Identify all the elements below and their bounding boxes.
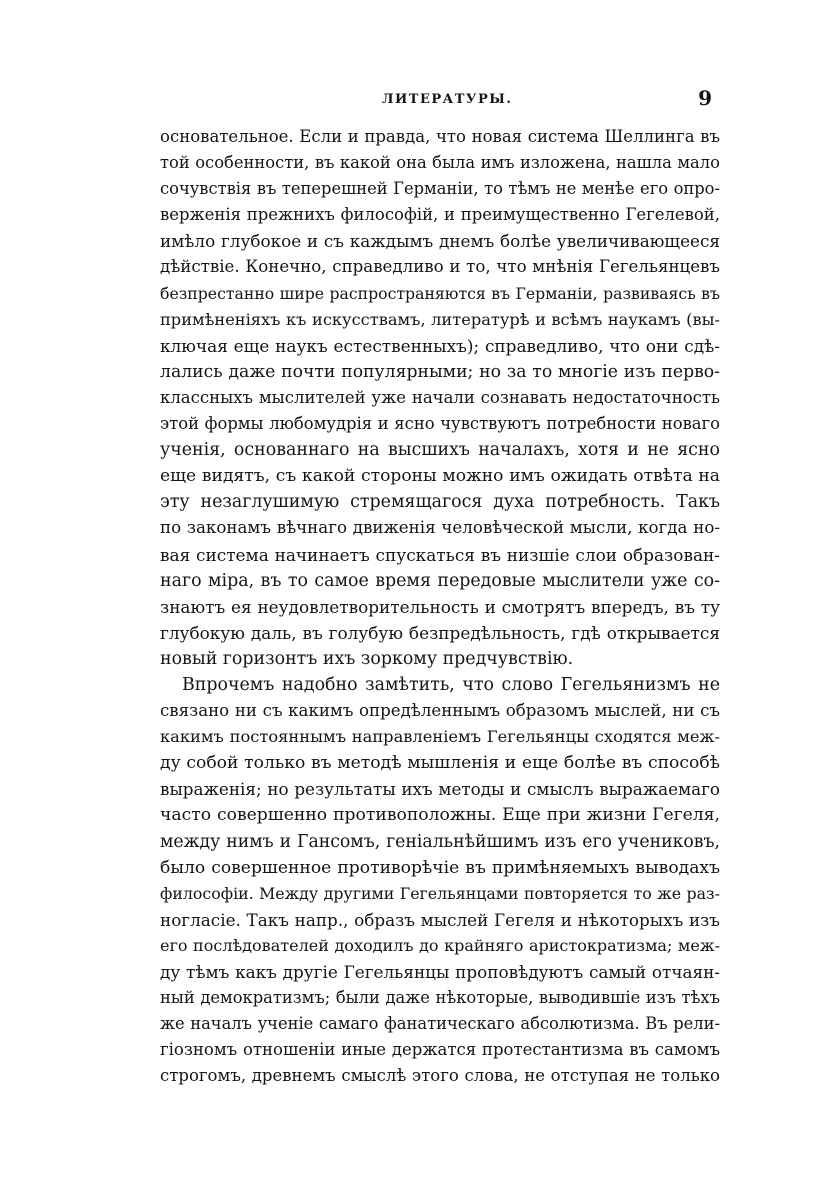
- text-line: этой формы любомудрія и ясно чувствуютъ потребности новаго: [160, 414, 720, 434]
- text-line: классныхъ мыслителей уже начали сознавать недостаточность: [160, 387, 720, 407]
- text-line: новый горизонтъ ихъ зоркому предчувствію.: [160, 648, 574, 669]
- text-line: примѣненіяхъ къ искусствамъ, литературѣ и всѣмъ наукамъ (вы-: [160, 309, 720, 329]
- text-line: эту незаглушимую стремящагося духа потребность. Такъ: [160, 492, 720, 513]
- text-line: еще видятъ, съ какой стороны можно имъ ожидать отвѣта на: [160, 466, 720, 487]
- text-line: ногласіе. Такъ напр., образъ мыслей Гегеля и нѣкоторыхъ изъ: [160, 909, 720, 930]
- text-line: имѣло глубокое и съ каждымъ днемъ болѣе увеличивающееся: [160, 231, 720, 252]
- text-line: ду тѣмъ какъ другіе Гегельянцы проповѣдуютъ самый отчаян-: [160, 962, 720, 982]
- text-line: связано ни съ какимъ опредѣленнымъ образомъ мыслей, ни съ: [160, 701, 720, 721]
- text-line: сочувствія въ теперешней Германіи, то тѣмъ не менѣе его опро-: [160, 179, 720, 199]
- text-line: знаютъ ея неудовлетворительность и смотрятъ впередъ, въ ту: [160, 596, 720, 617]
- running-head: ЛИТЕРАТУРЫ.: [382, 92, 513, 107]
- text-line: Впрочемъ надобно замѣтить, что слово Гегельянизмъ не: [182, 674, 720, 695]
- text-line: выраженія; но результаты ихъ методы и смыслъ выражаемаго: [160, 779, 720, 800]
- text-line: безпрестанно шире распространяются въ Германіи, развиваясь въ: [160, 283, 720, 303]
- text-line: основательное. Если и правда, что новая система Шеллинга въ: [160, 127, 720, 146]
- text-line: лались даже почти популярными; но за то многіе изъ перво-: [160, 361, 720, 382]
- paragraph-1: [160, 124, 720, 672]
- text-line: же началъ ученіе самаго фанатическаго абсолютизма. Въ рели-: [160, 1014, 720, 1034]
- text-line: ключая еще наукъ естественныхъ); справедливо, что они сдѣ-: [160, 335, 720, 356]
- text-line: дѣйствіе. Конечно, справедливо и то, что мнѣнія Гегельянцевъ: [160, 257, 720, 277]
- text-line: ный демократизмъ; были даже нѣкоторые, выводившіе изъ тѣхъ: [160, 988, 720, 1008]
- text-line: ученія, основаннаго на высшихъ началахъ, хотя и не ясно: [160, 440, 720, 461]
- text-line: между нимъ и Гансомъ, геніальнѣйшимъ изъ его учениковъ,: [160, 831, 720, 852]
- text-line: наго міра, въ то самое время передовые мыслители уже со-: [160, 570, 720, 591]
- text-line: какимъ постояннымъ направленіемъ Гегельянцы сходятся меж-: [160, 727, 720, 747]
- text-line: философіи. Между другими Гегельянцами повторяется то же раз-: [160, 883, 720, 903]
- text-line: той особенности, въ какой она была имъ изложена, нашла мало: [160, 153, 720, 173]
- text-line: строгомъ, древнемъ смыслѣ этого слова, не отступая не только: [160, 1066, 720, 1086]
- page-number: 9: [698, 86, 712, 110]
- text-line: было совершенное противорѣчіе въ примѣняемыхъ выводахъ: [160, 857, 720, 878]
- text-line: верженія прежнихъ философій, и преимущественно Гегелевой,: [160, 205, 720, 225]
- text-line: гіозномъ отношеніи иные держатся протестантизма въ самомъ: [160, 1040, 720, 1060]
- body-text: [160, 124, 720, 1089]
- text-line: ду собой только въ методѣ мышленія и еще болѣе въ способѣ: [160, 753, 720, 774]
- paragraph-2: [160, 672, 720, 1090]
- text-line: его послѣдователей доходилъ до крайняго аристократизма; меж-: [160, 935, 720, 955]
- text-line: вая система начинаетъ спускаться въ низшіе слои образован-: [160, 544, 720, 565]
- text-line: глубокую даль, въ голубую безпредѣльность, гдѣ открывается: [160, 622, 720, 643]
- text-line: по законамъ вѣчнаго движенія человѣческой мысли, когда но-: [160, 518, 720, 538]
- page-header: [160, 86, 712, 116]
- text-line: часто совершенно противоположны. Еще при жизни Гегеля,: [160, 805, 720, 826]
